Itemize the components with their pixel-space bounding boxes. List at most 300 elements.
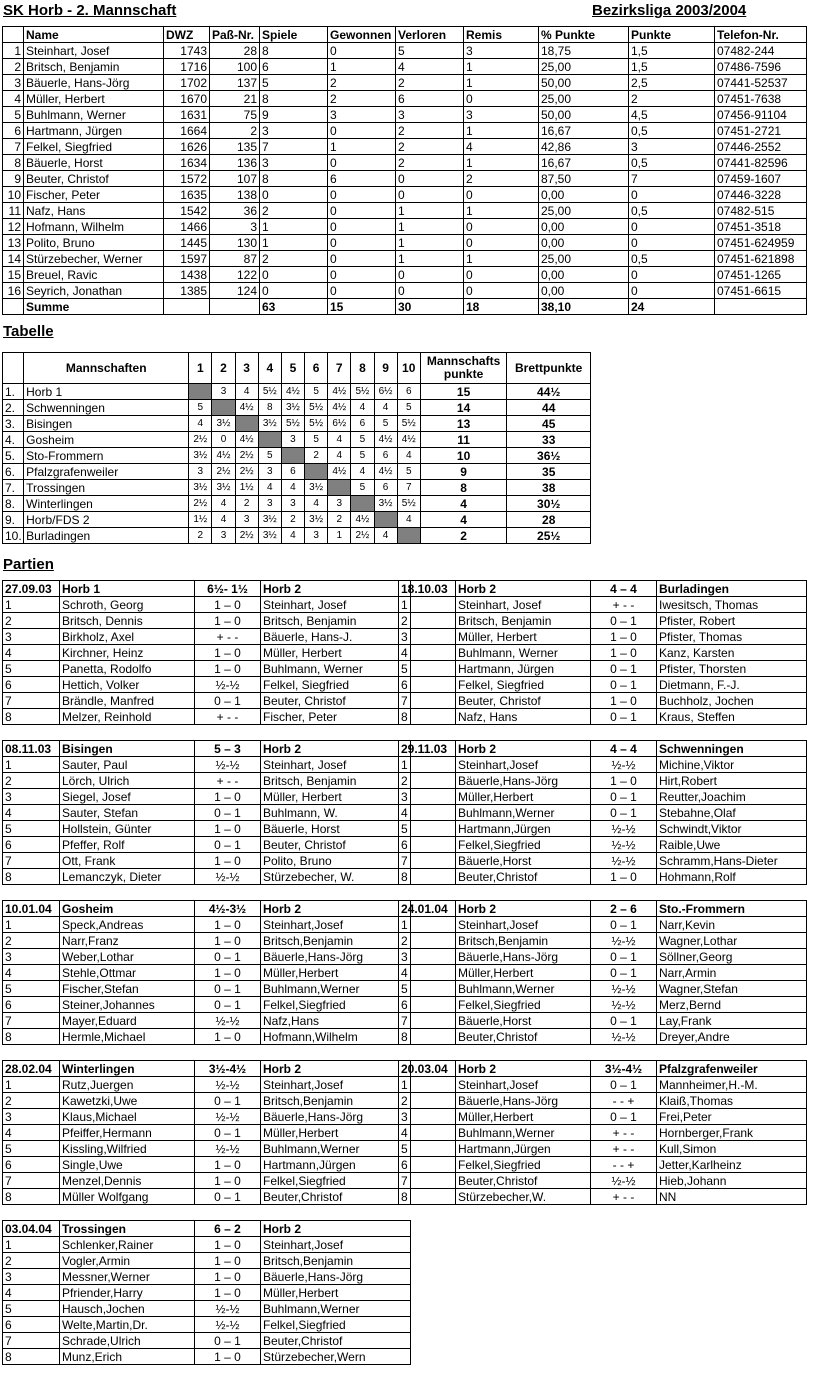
board-cell: Hollstein, Günter: [60, 821, 195, 837]
board-cell: 6: [399, 997, 456, 1013]
match-away-team: Horb 2: [261, 1221, 411, 1237]
standings-cell: 1: [328, 528, 351, 544]
board-row: [399, 821, 807, 837]
roster-cell: 1: [464, 203, 539, 219]
roster-cell: 0,00: [539, 283, 629, 299]
roster-summe-cell: [210, 299, 260, 315]
roster-cell: 3: [210, 219, 260, 235]
standings-cell: 2: [235, 496, 258, 512]
board-row: [399, 1173, 807, 1189]
board-cell: Bäuerle,Hans-Jörg: [261, 949, 411, 965]
board-cell: + - -: [591, 1125, 657, 1141]
board-cell: Nafz, Hans: [456, 709, 591, 725]
board-cell: 1 – 0: [195, 1237, 261, 1253]
board-cell: Brändle, Manfred: [60, 693, 195, 709]
board-row: [3, 677, 411, 693]
board-cell: 3: [399, 1109, 456, 1125]
roster-cell: 1542: [164, 203, 210, 219]
board-cell: Frei,Peter: [657, 1109, 807, 1125]
board-cell: 8: [3, 869, 60, 885]
roster-cell: 16,67: [539, 123, 629, 139]
roster-cell: 5: [3, 107, 24, 123]
board-cell: 8: [3, 1349, 60, 1365]
board-row: [3, 821, 411, 837]
board-cell: Hartmann,Jürgen: [456, 821, 591, 837]
board-cell: 7: [399, 693, 456, 709]
match-home-team: Winterlingen: [60, 1061, 195, 1077]
board-row: [399, 709, 807, 725]
standings-cell: 5½: [351, 384, 374, 400]
standings-cell: 5½: [305, 416, 328, 432]
standings-cell: 3½: [189, 480, 212, 496]
roster-cell: 07451-3518: [715, 219, 807, 235]
roster-cell: 0,00: [539, 219, 629, 235]
match-date: 18.10.03: [399, 581, 456, 597]
board-cell: Michine,Viktor: [657, 757, 807, 773]
roster-cell: 0: [396, 171, 464, 187]
roster-summe-row: [3, 299, 807, 315]
board-row: [3, 1125, 411, 1141]
roster-cell: 8: [260, 91, 328, 107]
roster-cell: 0: [464, 219, 539, 235]
standings-cell: 3: [212, 384, 235, 400]
board-cell: 1 – 0: [195, 661, 261, 677]
board-cell: Hartmann,Jürgen: [456, 1141, 591, 1157]
standings-cell: 25½: [507, 528, 591, 544]
standings-cell: 8: [420, 480, 507, 496]
match-table: [2, 900, 411, 1045]
board-cell: Pfister, Thorsten: [657, 661, 807, 677]
standings-cell: 1½: [189, 512, 212, 528]
roster-cell: 42,86: [539, 139, 629, 155]
standings-col-header: 5: [281, 353, 304, 384]
standings-cell: 2: [328, 512, 351, 528]
standings-cell: Winterlingen: [24, 496, 189, 512]
board-cell: ½-½: [591, 981, 657, 997]
standings-col-header: 1: [189, 353, 212, 384]
roster-cell: 1: [464, 155, 539, 171]
roster-cell: 1: [396, 251, 464, 267]
standings-cell: 2.: [3, 400, 24, 416]
board-row: [3, 949, 411, 965]
standings-cell: 4: [189, 416, 212, 432]
board-cell: Pfriender,Harry: [60, 1285, 195, 1301]
board-cell: 1: [3, 757, 60, 773]
board-cell: ½-½: [591, 821, 657, 837]
standings-cell: 5: [374, 416, 397, 432]
board-cell: Jetter,Karlheinz: [657, 1157, 807, 1173]
board-row: [399, 1029, 807, 1045]
roster-row: [3, 43, 807, 59]
board-cell: 2: [3, 1253, 60, 1269]
roster-cell: 25,00: [539, 59, 629, 75]
board-cell: 0 – 1: [195, 1125, 261, 1141]
roster-cell: 137: [210, 75, 260, 91]
board-cell: Felkel,Siegfried: [456, 997, 591, 1013]
standings-cell: 4½: [235, 432, 258, 448]
board-cell: 8: [399, 869, 456, 885]
board-cell: Buhlmann,Werner: [456, 1125, 591, 1141]
board-cell: 1 – 0: [195, 853, 261, 869]
roster-cell: 50,00: [539, 107, 629, 123]
board-cell: 8: [3, 1189, 60, 1205]
board-row: [3, 1317, 411, 1333]
standings-cell: 5½: [281, 416, 304, 432]
board-row: [3, 1013, 411, 1029]
board-row: [3, 757, 411, 773]
board-cell: + - -: [195, 709, 261, 725]
board-cell: 1 – 0: [591, 869, 657, 885]
roster-cell: 0: [328, 283, 396, 299]
board-cell: 0 – 1: [591, 789, 657, 805]
match-header-row: [3, 1061, 411, 1077]
standings-cell: 44½: [507, 384, 591, 400]
standings-cell: Burladingen: [24, 528, 189, 544]
board-row: [399, 693, 807, 709]
board-cell: 8: [3, 1029, 60, 1045]
board-cell: Stürzebecher,W.: [456, 1189, 591, 1205]
board-cell: Panetta, Rodolfo: [60, 661, 195, 677]
board-cell: 1 – 0: [591, 629, 657, 645]
roster-cell: 0: [629, 283, 715, 299]
board-cell: 5: [3, 661, 60, 677]
roster-summe-cell: [3, 299, 24, 315]
board-cell: Welte,Martin,Dr.: [60, 1317, 195, 1333]
board-cell: Britsch, Benjamin: [261, 613, 411, 629]
board-row: [399, 629, 807, 645]
roster-cell: 25,00: [539, 251, 629, 267]
match-date: 10.01.04: [3, 901, 60, 917]
standings-cell: [328, 480, 351, 496]
board-row: [3, 933, 411, 949]
match-header-row: [3, 581, 411, 597]
standings-table: [2, 352, 591, 544]
standings-col-header: [3, 353, 24, 384]
roster-cell: 12: [3, 219, 24, 235]
standings-cell: 10.: [3, 528, 24, 544]
roster-col-header: Telefon-Nr.: [715, 27, 807, 43]
board-cell: Hettich, Volker: [60, 677, 195, 693]
match-home-team: Gosheim: [60, 901, 195, 917]
match-header-row: [399, 901, 807, 917]
board-cell: Steinhart, Josef: [261, 757, 411, 773]
board-cell: 6: [3, 677, 60, 693]
board-cell: ½-½: [195, 757, 261, 773]
board-cell: ½-½: [591, 1173, 657, 1189]
standings-cell: Horb/FDS 2: [24, 512, 189, 528]
board-row: [3, 661, 411, 677]
standings-cell: Schwenningen: [24, 400, 189, 416]
standings-cell: 4: [212, 496, 235, 512]
board-cell: Müller, Herbert: [456, 629, 591, 645]
standings-cell: [235, 416, 258, 432]
board-cell: 5: [399, 981, 456, 997]
standings-col-header: Mannschaften: [24, 353, 189, 384]
roster-row: [3, 203, 807, 219]
board-cell: Steinhart,Josef: [456, 1077, 591, 1093]
board-cell: Hieb,Johann: [657, 1173, 807, 1189]
board-row: [3, 1173, 411, 1189]
board-cell: Felkel, Siegfried: [456, 677, 591, 693]
board-row: [399, 837, 807, 853]
board-cell: Weber,Lothar: [60, 949, 195, 965]
match-table: [398, 900, 807, 1045]
roster-cell: Hofmann, Wilhelm: [24, 219, 164, 235]
board-cell: Schramm,Hans-Dieter: [657, 853, 807, 869]
board-cell: 1 – 0: [195, 645, 261, 661]
board-cell: 0 – 1: [195, 837, 261, 853]
page-title: SK Horb - 2. Mannschaft: [3, 2, 177, 19]
board-cell: Söllner,Georg: [657, 949, 807, 965]
roster-cell: Steinhart, Josef: [24, 43, 164, 59]
board-cell: 1 – 0: [195, 613, 261, 629]
roster-cell: 0,5: [629, 155, 715, 171]
board-row: [399, 757, 807, 773]
roster-cell: 07451-2721: [715, 123, 807, 139]
roster-cell: 25,00: [539, 203, 629, 219]
board-cell: 3: [3, 1269, 60, 1285]
board-cell: 0 – 1: [591, 949, 657, 965]
board-row: [399, 805, 807, 821]
match-away-team: Horb 2: [261, 901, 411, 917]
standings-cell: 2½: [189, 496, 212, 512]
roster-cell: Seyrich, Jonathan: [24, 283, 164, 299]
board-cell: 2: [3, 1093, 60, 1109]
roster-col-header: Remis: [464, 27, 539, 43]
board-row: [3, 837, 411, 853]
board-cell: 0 – 1: [195, 1333, 261, 1349]
board-cell: 2: [399, 773, 456, 789]
roster-cell: Beuter, Christof: [24, 171, 164, 187]
standings-cell: 3½: [305, 512, 328, 528]
board-cell: Felkel, Siegfried: [261, 677, 411, 693]
standings-cell: 35: [507, 464, 591, 480]
board-cell: Hofmann,Wilhelm: [261, 1029, 411, 1045]
standings-cell: 6: [351, 416, 374, 432]
standings-col-header: 2: [212, 353, 235, 384]
standings-cell: 6: [374, 480, 397, 496]
match-away-team: Horb 2: [261, 1061, 411, 1077]
board-cell: Beuter, Christof: [456, 693, 591, 709]
standings-cell: 3: [305, 528, 328, 544]
board-cell: Single,Uwe: [60, 1157, 195, 1173]
standings-col-header: 6: [305, 353, 328, 384]
roster-cell: 0: [328, 219, 396, 235]
standings-cell: 5: [351, 480, 374, 496]
match-table: [398, 580, 807, 725]
roster-row: [3, 107, 807, 123]
board-cell: ½-½: [195, 1301, 261, 1317]
board-cell: ½-½: [591, 837, 657, 853]
roster-cell: 2: [464, 171, 539, 187]
board-cell: Hartmann,Jürgen: [261, 1157, 411, 1173]
board-cell: Buhlmann, Werner: [261, 661, 411, 677]
standings-cell: 4: [374, 528, 397, 544]
board-row: [399, 597, 807, 613]
roster-cell: 7: [260, 139, 328, 155]
roster-cell: 4,5: [629, 107, 715, 123]
board-cell: Steinhart, Josef: [456, 597, 591, 613]
board-cell: Müller,Herbert: [261, 1125, 411, 1141]
standings-cell: 3: [258, 464, 281, 480]
board-cell: Buhlmann,Werner: [456, 805, 591, 821]
standings-cell: 5½: [305, 400, 328, 416]
roster-cell: 07456-91104: [715, 107, 807, 123]
roster-summe-cell: 38,10: [539, 299, 629, 315]
match-date: 27.09.03: [3, 581, 60, 597]
roster-cell: 0: [629, 267, 715, 283]
standings-cell: 2½: [235, 448, 258, 464]
roster-cell: 6: [328, 171, 396, 187]
match-table: [2, 740, 411, 885]
roster-summe-cell: Summe: [24, 299, 164, 315]
standings-row: [3, 416, 591, 432]
standings-cell: [351, 496, 374, 512]
board-cell: Buhlmann,Werner: [261, 1301, 411, 1317]
board-cell: 1: [399, 1077, 456, 1093]
standings-cell: [212, 400, 235, 416]
board-cell: 0 – 1: [591, 805, 657, 821]
match-date: 20.03.04: [399, 1061, 456, 1077]
board-cell: Britsch,Benjamin: [261, 1253, 411, 1269]
roster-cell: 0: [260, 187, 328, 203]
standings-cell: 3½: [258, 416, 281, 432]
roster-cell: Hartmann, Jürgen: [24, 123, 164, 139]
board-cell: 5: [3, 981, 60, 997]
roster-cell: 07451-1265: [715, 267, 807, 283]
board-cell: ½-½: [195, 1077, 261, 1093]
board-cell: Kawetzki,Uwe: [60, 1093, 195, 1109]
board-cell: 6: [399, 677, 456, 693]
board-row: [3, 1269, 411, 1285]
board-cell: 3: [3, 629, 60, 645]
board-cell: Klaus,Michael: [60, 1109, 195, 1125]
board-cell: 4: [3, 1125, 60, 1141]
match-home-team: Trossingen: [60, 1221, 195, 1237]
board-row: [3, 629, 411, 645]
board-cell: 2: [399, 1093, 456, 1109]
standings-cell: 3.: [3, 416, 24, 432]
roster-cell: 1631: [164, 107, 210, 123]
roster-cell: 9: [260, 107, 328, 123]
match-home-team: Horb 2: [456, 1061, 591, 1077]
board-cell: Schrade,Ulrich: [60, 1333, 195, 1349]
board-row: [399, 613, 807, 629]
standings-cell: 2½: [235, 528, 258, 544]
standings-col-header: Mannschafts punkte: [420, 353, 507, 384]
standings-cell: 4½: [328, 384, 351, 400]
board-cell: Beuter,Christof: [456, 869, 591, 885]
roster-cell: 14: [3, 251, 24, 267]
roster-col-header: Spiele: [260, 27, 328, 43]
roster-row: [3, 283, 807, 299]
board-cell: Polito, Bruno: [261, 853, 411, 869]
board-cell: Kull,Simon: [657, 1141, 807, 1157]
board-cell: 1 – 0: [195, 1269, 261, 1285]
board-cell: 7: [3, 853, 60, 869]
board-cell: Steinhart, Josef: [261, 597, 411, 613]
roster-summe-cell: [715, 299, 807, 315]
board-cell: 3: [3, 949, 60, 965]
roster-cell: 6: [396, 91, 464, 107]
roster-row: [3, 59, 807, 75]
roster-summe-cell: 15: [328, 299, 396, 315]
board-cell: Siegel, Josef: [60, 789, 195, 805]
roster-cell: 07451-621898: [715, 251, 807, 267]
board-cell: Lay,Frank: [657, 1013, 807, 1029]
roster-cell: 2: [210, 123, 260, 139]
roster-table: [2, 26, 807, 315]
roster-cell: 1,5: [629, 59, 715, 75]
roster-cell: 0: [396, 267, 464, 283]
standings-cell: 0: [212, 432, 235, 448]
roster-row: [3, 251, 807, 267]
roster-cell: 1: [396, 219, 464, 235]
roster-cell: 2: [629, 91, 715, 107]
board-cell: Steinhart,Josef: [456, 757, 591, 773]
board-cell: Hohmann,Rolf: [657, 869, 807, 885]
roster-cell: 1: [3, 43, 24, 59]
roster-cell: 1: [464, 251, 539, 267]
board-cell: Stürzebecher,Wern: [261, 1349, 411, 1365]
board-cell: Britsch,Benjamin: [261, 1093, 411, 1109]
roster-cell: 15: [3, 267, 24, 283]
board-row: [3, 1109, 411, 1125]
roster-cell: 0: [629, 187, 715, 203]
board-cell: Hartmann, Jürgen: [456, 661, 591, 677]
standings-cell: 3½: [189, 448, 212, 464]
roster-cell: 36: [210, 203, 260, 219]
roster-cell: Müller, Herbert: [24, 91, 164, 107]
standings-cell: 5½: [397, 496, 420, 512]
standings-cell: 11: [420, 432, 507, 448]
roster-cell: 7: [629, 171, 715, 187]
board-cell: 6: [3, 997, 60, 1013]
board-cell: 6: [3, 1317, 60, 1333]
standings-cell: 3½: [258, 528, 281, 544]
standings-cell: 33: [507, 432, 591, 448]
board-cell: 1: [3, 1237, 60, 1253]
board-cell: Bäuerle,Horst: [456, 853, 591, 869]
standings-cell: 36½: [507, 448, 591, 464]
match-table: [398, 1060, 807, 1205]
board-cell: 1 – 0: [195, 965, 261, 981]
board-cell: Müller Wolfgang: [60, 1189, 195, 1205]
match-header-row: [3, 901, 411, 917]
match-score: 5 – 3: [195, 741, 261, 757]
standings-cell: 7: [397, 480, 420, 496]
board-row: [3, 1349, 411, 1365]
board-cell: Wagner,Stefan: [657, 981, 807, 997]
board-cell: Buhlmann, Werner: [456, 645, 591, 661]
board-cell: 1 – 0: [195, 933, 261, 949]
standings-row: [3, 528, 591, 544]
roster-cell: 25,00: [539, 91, 629, 107]
board-cell: ½-½: [195, 869, 261, 885]
board-cell: 1 – 0: [195, 1157, 261, 1173]
partien-heading: Partien: [3, 556, 54, 573]
roster-row: [3, 139, 807, 155]
match-score: 4 – 4: [591, 741, 657, 757]
board-cell: Menzel,Dennis: [60, 1173, 195, 1189]
board-cell: Mannheimer,H.-M.: [657, 1077, 807, 1093]
board-cell: Wagner,Lothar: [657, 933, 807, 949]
board-cell: Pfister, Thomas: [657, 629, 807, 645]
standings-cell: 4: [328, 432, 351, 448]
roster-cell: 28: [210, 43, 260, 59]
standings-cell: 4: [420, 512, 507, 528]
board-row: [399, 1157, 807, 1173]
